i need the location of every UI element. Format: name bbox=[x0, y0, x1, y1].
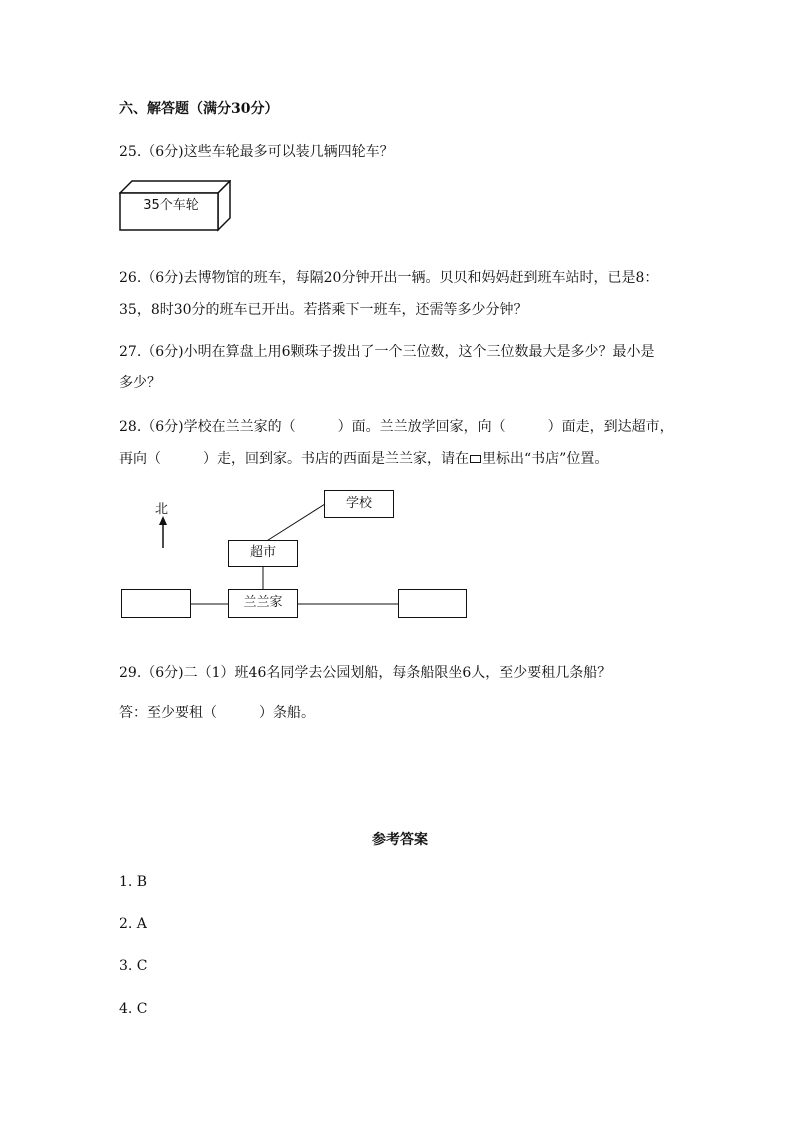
question-26-line1: 26.（6分)去博物馆的班车，每隔20分钟开出一辆。贝贝和妈妈赶到班车站时，已是8： bbox=[119, 270, 659, 286]
school-box: 学校 bbox=[324, 490, 394, 518]
question-29-answer-part2: ）条船。 bbox=[259, 705, 315, 721]
home-box: 兰兰家 bbox=[228, 589, 298, 618]
question-28-line2-part1: 再向（ bbox=[119, 451, 161, 467]
question-28-line1-part1: 28.（6分)学校在兰兰家的（ bbox=[119, 419, 296, 435]
question-28-line1-part3: ）面走，到达超市， bbox=[547, 419, 674, 435]
map-diagram bbox=[119, 488, 469, 620]
wheel-box-label: 35个车轮 bbox=[143, 198, 199, 213]
inline-box-icon bbox=[470, 455, 481, 463]
question-29-answer-part1: 答：至少要租（ bbox=[119, 705, 217, 721]
answer-item: 4. C bbox=[119, 1001, 148, 1017]
answer-item: 3. C bbox=[119, 958, 148, 974]
answer-item: 1. B bbox=[119, 874, 148, 890]
supermarket-box: 超市 bbox=[228, 540, 298, 567]
east-empty-box[interactable] bbox=[398, 589, 467, 618]
question-29: 29.（6分)二（1）班46名同学去公园划船，每条船限坐6人，至少要租几条船？ bbox=[119, 665, 612, 681]
north-label: 北 bbox=[155, 502, 169, 517]
question-28-line2 bbox=[119, 449, 608, 469]
question-28-line1 bbox=[119, 417, 674, 437]
question-28-line1-part2: ）面。兰兰放学回家，向（ bbox=[337, 419, 506, 435]
question-27-line2: 多少？ bbox=[119, 375, 161, 391]
question-26-line2: 35，8时30分的班车已开出。若搭乘下一班车，还需等多少分钟？ bbox=[119, 302, 528, 318]
section-title: 六、解答题（满分30分） bbox=[119, 101, 279, 117]
question-29-answer bbox=[119, 703, 315, 723]
answer-item: 2. A bbox=[119, 916, 147, 932]
question-28-line2-part2: ）走，回到家。书店的西面是兰兰家，请在 bbox=[203, 451, 469, 467]
question-25: 25.（6分)这些车轮最多可以装几辆四轮车？ bbox=[119, 144, 394, 160]
question-28-line2-part3: 里标出“书店”位置。 bbox=[482, 451, 609, 467]
answers-title: 参考答案 bbox=[372, 832, 428, 848]
west-empty-box[interactable] bbox=[121, 589, 191, 618]
question-27-line1: 27.（6分)小明在算盘上用6颗珠子拨出了一个三位数，这个三位数最大是多少？最小是 bbox=[119, 344, 655, 360]
wheel-box-figure bbox=[119, 180, 231, 232]
